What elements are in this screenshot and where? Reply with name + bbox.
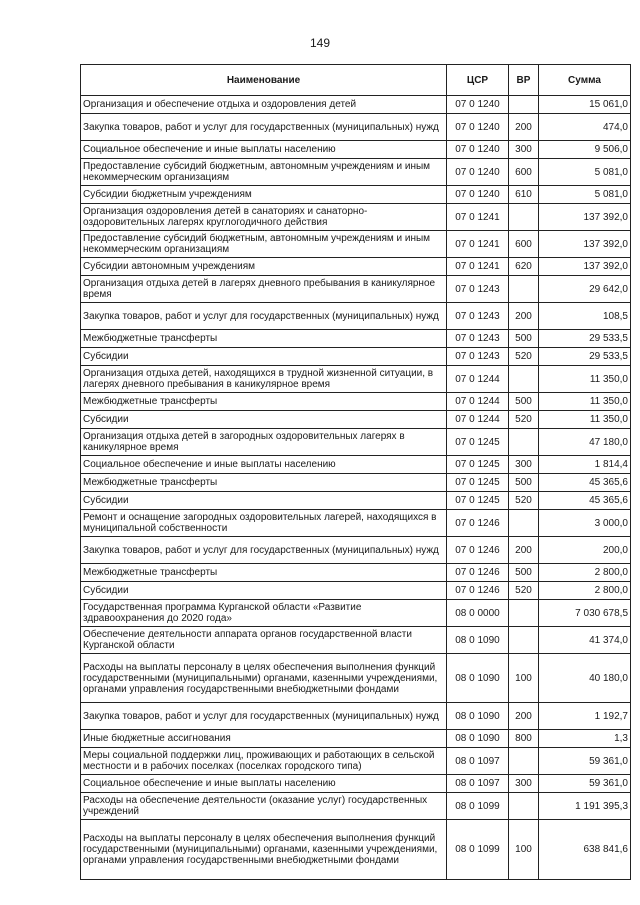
row-name: Межбюджетные трансферты	[81, 393, 447, 411]
row-sum: 9 506,0	[539, 141, 631, 159]
row-sum: 3 000,0	[539, 510, 631, 537]
row-sum: 200,0	[539, 537, 631, 564]
row-vr	[509, 510, 539, 537]
table-row	[81, 186, 631, 204]
row-name: Субсидии	[81, 492, 447, 510]
row-sum: 45 365,6	[539, 492, 631, 510]
row-sum: 40 180,0	[539, 654, 631, 703]
table-row	[81, 231, 631, 258]
row-sum: 137 392,0	[539, 231, 631, 258]
row-name: Закупка товаров, работ и услуг для государственных (муниципальных) нужд	[81, 537, 447, 564]
table-row	[81, 537, 631, 564]
row-vr: 500	[509, 564, 539, 582]
row-vr: 500	[509, 393, 539, 411]
row-csr: 07 0 1241	[447, 231, 509, 258]
header-name: Наименование	[81, 65, 447, 96]
table-row	[81, 775, 631, 793]
row-name: Расходы на обеспечение деятельности (оказание услуг) государственных учреждений	[81, 793, 447, 820]
row-vr: 300	[509, 141, 539, 159]
row-vr: 800	[509, 730, 539, 748]
row-sum: 7 030 678,5	[539, 600, 631, 627]
row-csr: 07 0 1246	[447, 564, 509, 582]
row-csr: 07 0 1244	[447, 411, 509, 429]
row-name: Меры социальной поддержки лиц, проживающих и работающих в сельской местности и в рабочих поселках (поселках городского типа)	[81, 748, 447, 775]
row-vr: 520	[509, 348, 539, 366]
row-csr: 08 0 1090	[447, 654, 509, 703]
row-vr	[509, 748, 539, 775]
row-vr	[509, 627, 539, 654]
row-csr: 07 0 1246	[447, 582, 509, 600]
row-vr: 610	[509, 186, 539, 204]
row-name: Организация отдыха детей в лагерях дневного пребывания в каникулярное время	[81, 276, 447, 303]
row-name: Ремонт и оснащение загородных оздоровительных лагерей, находящихся в муниципальной собственности	[81, 510, 447, 537]
row-csr: 08 0 1099	[447, 793, 509, 820]
table-row	[81, 793, 631, 820]
table-row	[81, 730, 631, 748]
row-name: Субсидии автономным учреждениям	[81, 258, 447, 276]
table-row	[81, 141, 631, 159]
row-name: Межбюджетные трансферты	[81, 474, 447, 492]
row-csr: 08 0 1097	[447, 748, 509, 775]
table-row	[81, 411, 631, 429]
row-csr: 08 0 1099	[447, 820, 509, 880]
row-name: Организация отдыха детей в загородных оздоровительных лагерях в каникулярное время	[81, 429, 447, 456]
row-vr	[509, 429, 539, 456]
row-vr	[509, 793, 539, 820]
row-sum: 41 374,0	[539, 627, 631, 654]
row-sum: 1 814,4	[539, 456, 631, 474]
row-vr: 200	[509, 114, 539, 141]
row-vr: 620	[509, 258, 539, 276]
header-csr: ЦСР	[447, 65, 509, 96]
row-name: Межбюджетные трансферты	[81, 330, 447, 348]
table-row	[81, 474, 631, 492]
table-row	[81, 582, 631, 600]
row-name: Обеспечение деятельности аппарата органов государственной власти Курганской области	[81, 627, 447, 654]
row-vr: 520	[509, 582, 539, 600]
table-header-row	[81, 65, 631, 96]
table-row	[81, 348, 631, 366]
row-sum: 29 533,5	[539, 348, 631, 366]
row-sum: 1 192,7	[539, 703, 631, 730]
row-name: Социальное обеспечение и иные выплаты населению	[81, 456, 447, 474]
row-csr: 07 0 1243	[447, 303, 509, 330]
row-vr: 200	[509, 537, 539, 564]
budget-table	[80, 64, 631, 880]
row-sum: 59 361,0	[539, 748, 631, 775]
row-sum: 2 800,0	[539, 564, 631, 582]
row-csr: 07 0 1245	[447, 456, 509, 474]
row-sum: 29 642,0	[539, 276, 631, 303]
row-csr: 07 0 1240	[447, 96, 509, 114]
table-row	[81, 627, 631, 654]
table-row	[81, 510, 631, 537]
table-row	[81, 456, 631, 474]
row-sum: 11 350,0	[539, 393, 631, 411]
row-csr: 07 0 1241	[447, 258, 509, 276]
table-row	[81, 748, 631, 775]
row-csr: 07 0 1240	[447, 159, 509, 186]
row-vr: 300	[509, 456, 539, 474]
table-row	[81, 159, 631, 186]
row-vr	[509, 96, 539, 114]
header-vr: ВР	[509, 65, 539, 96]
row-sum: 137 392,0	[539, 204, 631, 231]
row-vr: 200	[509, 303, 539, 330]
row-csr: 07 0 1240	[447, 186, 509, 204]
row-csr: 07 0 1245	[447, 429, 509, 456]
row-csr: 08 0 1097	[447, 775, 509, 793]
row-sum: 47 180,0	[539, 429, 631, 456]
row-vr: 200	[509, 703, 539, 730]
table-row	[81, 654, 631, 703]
row-name: Организация и обеспечение отдыха и оздоровления детей	[81, 96, 447, 114]
table-row	[81, 393, 631, 411]
table-row	[81, 258, 631, 276]
row-csr: 07 0 1240	[447, 114, 509, 141]
row-sum: 474,0	[539, 114, 631, 141]
table-row	[81, 204, 631, 231]
row-sum: 137 392,0	[539, 258, 631, 276]
row-csr: 07 0 1243	[447, 276, 509, 303]
row-name: Субсидии	[81, 348, 447, 366]
row-csr: 08 0 1090	[447, 730, 509, 748]
row-vr: 520	[509, 492, 539, 510]
row-vr	[509, 366, 539, 393]
row-sum: 1 191 395,3	[539, 793, 631, 820]
table-row	[81, 366, 631, 393]
row-csr: 07 0 1243	[447, 348, 509, 366]
row-name: Иные бюджетные ассигнования	[81, 730, 447, 748]
row-sum: 638 841,6	[539, 820, 631, 880]
row-name: Субсидии бюджетным учреждениям	[81, 186, 447, 204]
row-sum: 2 800,0	[539, 582, 631, 600]
row-csr: 07 0 1241	[447, 204, 509, 231]
row-sum: 45 365,6	[539, 474, 631, 492]
row-name: Предоставление субсидий бюджетным, автономным учреждениям и иным некоммерческим организациям	[81, 159, 447, 186]
table-row	[81, 564, 631, 582]
row-sum: 59 361,0	[539, 775, 631, 793]
row-vr: 300	[509, 775, 539, 793]
row-name: Закупка товаров, работ и услуг для государственных (муниципальных) нужд	[81, 703, 447, 730]
row-name: Расходы на выплаты персоналу в целях обеспечения выполнения функций государственными (муниципальными) органами, казенными учреждениями, органами управления государственными внебюджетными фондами	[81, 654, 447, 703]
row-vr: 600	[509, 159, 539, 186]
page-number: 149	[309, 36, 331, 50]
row-vr: 100	[509, 654, 539, 703]
row-sum: 15 061,0	[539, 96, 631, 114]
row-csr: 07 0 1244	[447, 393, 509, 411]
row-name: Субсидии	[81, 411, 447, 429]
row-name: Организация отдыха детей, находящихся в трудной жизненной ситуации, в лагерях дневного пребывания в каникулярное время	[81, 366, 447, 393]
row-vr	[509, 600, 539, 627]
row-name: Организация оздоровления детей в санаториях и санаторно-оздоровительных лагерях круглогодичного действия	[81, 204, 447, 231]
table-row	[81, 96, 631, 114]
table-row	[81, 303, 631, 330]
row-vr: 520	[509, 411, 539, 429]
row-sum: 29 533,5	[539, 330, 631, 348]
row-sum: 108,5	[539, 303, 631, 330]
row-sum: 1,3	[539, 730, 631, 748]
row-csr: 08 0 1090	[447, 627, 509, 654]
row-vr: 500	[509, 330, 539, 348]
table-row	[81, 114, 631, 141]
row-vr: 500	[509, 474, 539, 492]
table-row	[81, 820, 631, 880]
row-name: Закупка товаров, работ и услуг для государственных (муниципальных) нужд	[81, 303, 447, 330]
header-sum: Сумма	[539, 65, 631, 96]
table-row	[81, 330, 631, 348]
row-sum: 5 081,0	[539, 159, 631, 186]
table-row	[81, 600, 631, 627]
table-row	[81, 492, 631, 510]
table-row	[81, 703, 631, 730]
row-csr: 07 0 1245	[447, 492, 509, 510]
table-row	[81, 429, 631, 456]
row-sum: 11 350,0	[539, 411, 631, 429]
row-vr: 100	[509, 820, 539, 880]
row-name: Социальное обеспечение и иные выплаты населению	[81, 141, 447, 159]
row-name: Субсидии	[81, 582, 447, 600]
row-name: Межбюджетные трансферты	[81, 564, 447, 582]
row-csr: 07 0 1244	[447, 366, 509, 393]
row-sum: 11 350,0	[539, 366, 631, 393]
row-vr: 600	[509, 231, 539, 258]
row-name: Социальное обеспечение и иные выплаты населению	[81, 775, 447, 793]
row-vr	[509, 276, 539, 303]
row-name: Государственная программа Курганской области «Развитие здравоохранения до 2020 года»	[81, 600, 447, 627]
row-csr: 07 0 1246	[447, 537, 509, 564]
row-csr: 08 0 1090	[447, 703, 509, 730]
row-csr: 07 0 1243	[447, 330, 509, 348]
row-sum: 5 081,0	[539, 186, 631, 204]
row-csr: 08 0 0000	[447, 600, 509, 627]
row-csr: 07 0 1240	[447, 141, 509, 159]
row-name: Расходы на выплаты персоналу в целях обеспечения выполнения функций государственными (муниципальными) органами, казенными учреждениями, органами управления государственными внебюджетными фондами	[81, 820, 447, 880]
row-csr: 07 0 1245	[447, 474, 509, 492]
row-csr: 07 0 1246	[447, 510, 509, 537]
table-row	[81, 276, 631, 303]
row-name: Закупка товаров, работ и услуг для государственных (муниципальных) нужд	[81, 114, 447, 141]
row-vr	[509, 204, 539, 231]
row-name: Предоставление субсидий бюджетным, автономным учреждениям и иным некоммерческим организациям	[81, 231, 447, 258]
